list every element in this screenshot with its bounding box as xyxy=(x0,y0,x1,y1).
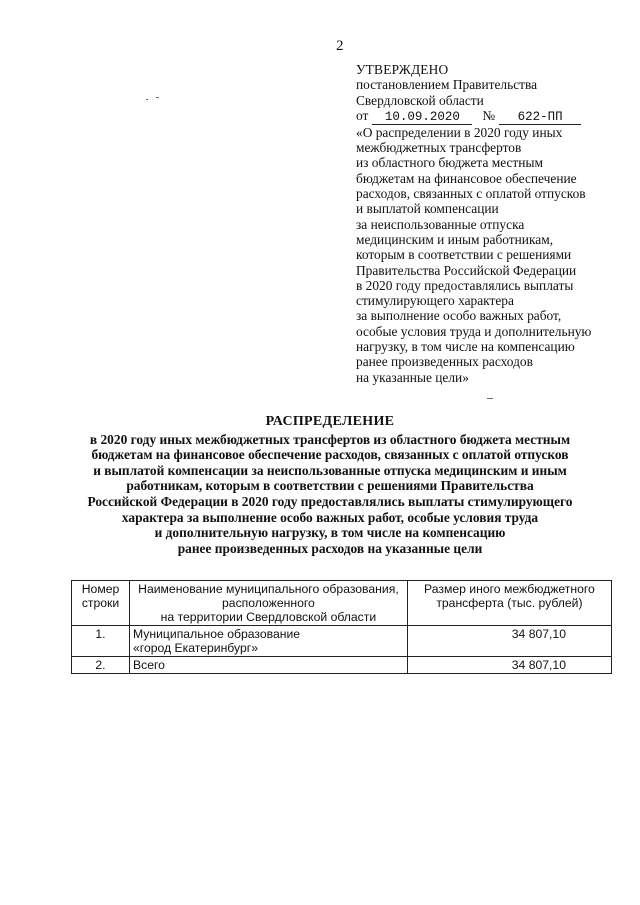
decree-title-line: медицинским и иным работникам, xyxy=(356,231,554,247)
decree-title-line: за выполнение особо важных работ, xyxy=(356,308,562,324)
header-row-number xyxy=(72,581,130,626)
decree-title-line: нагрузку, в том числе на компенсацию xyxy=(356,339,575,355)
decree-title-line: расходов, связанных с оплатой отпусков xyxy=(356,186,586,202)
decree-title-line: Правительства Российской Федерации xyxy=(356,262,577,278)
municipality-text: Муниципальное образование xyxy=(133,627,301,641)
header-text: трансферта (тыс. рублей) xyxy=(436,596,583,610)
page-number: 2 xyxy=(336,38,344,54)
decree-title-line: ранее произведенных расходов xyxy=(356,354,533,370)
decree-title-line: которым в соответствии с решениями xyxy=(356,247,572,263)
distribution-line: в 2020 году иных межбюджетных трансфертов из областного бюджета местным xyxy=(89,431,571,447)
decree-title-line: «О распределении в 2020 году иных xyxy=(356,124,563,140)
date-prefix: от xyxy=(356,107,369,123)
distribution-line: и дополнительную нагрузку, в том числе на компенсацию xyxy=(154,525,506,541)
distribution-heading xyxy=(60,414,600,556)
table-row xyxy=(72,626,612,657)
decree-title-line: бюджетам на финансовое обеспечение xyxy=(356,170,577,186)
table-header-row xyxy=(72,581,612,626)
municipality-cell xyxy=(130,657,408,674)
speck-left xyxy=(156,97,159,98)
row-number-cell: 1. xyxy=(72,626,130,657)
distribution-title: РАСПРЕДЕЛЕНИЕ xyxy=(265,414,395,429)
decree-date: 10.09.2020 xyxy=(372,111,472,125)
approval-line: Свердловской области xyxy=(356,92,484,108)
header-text: Номер xyxy=(81,582,120,596)
distribution-line: и выплатой компенсации за неиспользованные отпуска медицинским и иным xyxy=(93,462,567,478)
municipality-text: Всего xyxy=(133,658,165,672)
distribution-table xyxy=(71,580,612,674)
decree-title-line: из областного бюджета местным xyxy=(356,155,543,171)
municipality-cell xyxy=(130,626,408,657)
header-amount xyxy=(407,581,611,626)
distribution-line: ранее произведенных расходов на указанные цели xyxy=(177,540,483,556)
number-prefix: № xyxy=(482,107,496,123)
header-text: строки xyxy=(81,596,120,610)
speck-left-2 xyxy=(146,99,148,100)
amount-cell: 34 807,10 xyxy=(407,626,611,657)
approval-line: постановлением Правительства xyxy=(356,77,538,93)
decree-title-line: межбюджетных трансфертов xyxy=(356,140,522,156)
row-number-cell: 2. xyxy=(72,657,130,674)
decree-date-number xyxy=(356,108,614,125)
decree-title-line: в 2020 году предоставлялись выплаты xyxy=(356,277,574,293)
decree-number: 622-ПП xyxy=(499,111,581,125)
distribution-line: бюджетам на финансовое обеспечение расходов, связанных с оплатой отпусков xyxy=(91,447,569,463)
decree-title-line: особые условия труда и дополнительную xyxy=(356,323,592,339)
distribution-line: Российской Федерации в 2020 году предоставлялись выплаты стимулирующего xyxy=(87,493,573,509)
table-row xyxy=(72,657,612,674)
header-text: Размер иного межбюджетного xyxy=(424,582,595,596)
distribution-line: характера за выполнение особо важных работ, особые условия труда xyxy=(121,509,539,525)
speck-mid xyxy=(487,398,493,399)
distribution-line: работникам, которым в соответствии с решениями Правительства xyxy=(126,478,534,494)
decree-title-line: на указанные цели» xyxy=(356,369,469,385)
decree-title-line: стимулирующего характера xyxy=(356,293,514,309)
header-text: Наименование муниципального образования, xyxy=(138,582,399,596)
approval-heading: УТВЕРЖДЕНО xyxy=(356,62,449,77)
header-text: на территории Свердловской области xyxy=(160,610,377,624)
header-municipality xyxy=(130,581,408,626)
amount-cell: 34 807,10 xyxy=(407,657,611,674)
decree-title-line: и выплатой компенсации xyxy=(356,201,499,217)
municipality-text: «город Екатеринбург» xyxy=(133,641,258,655)
header-text: расположенного xyxy=(222,596,315,610)
decree-title-line: за неиспользованные отпуска xyxy=(356,216,525,232)
approval-block xyxy=(356,62,614,385)
